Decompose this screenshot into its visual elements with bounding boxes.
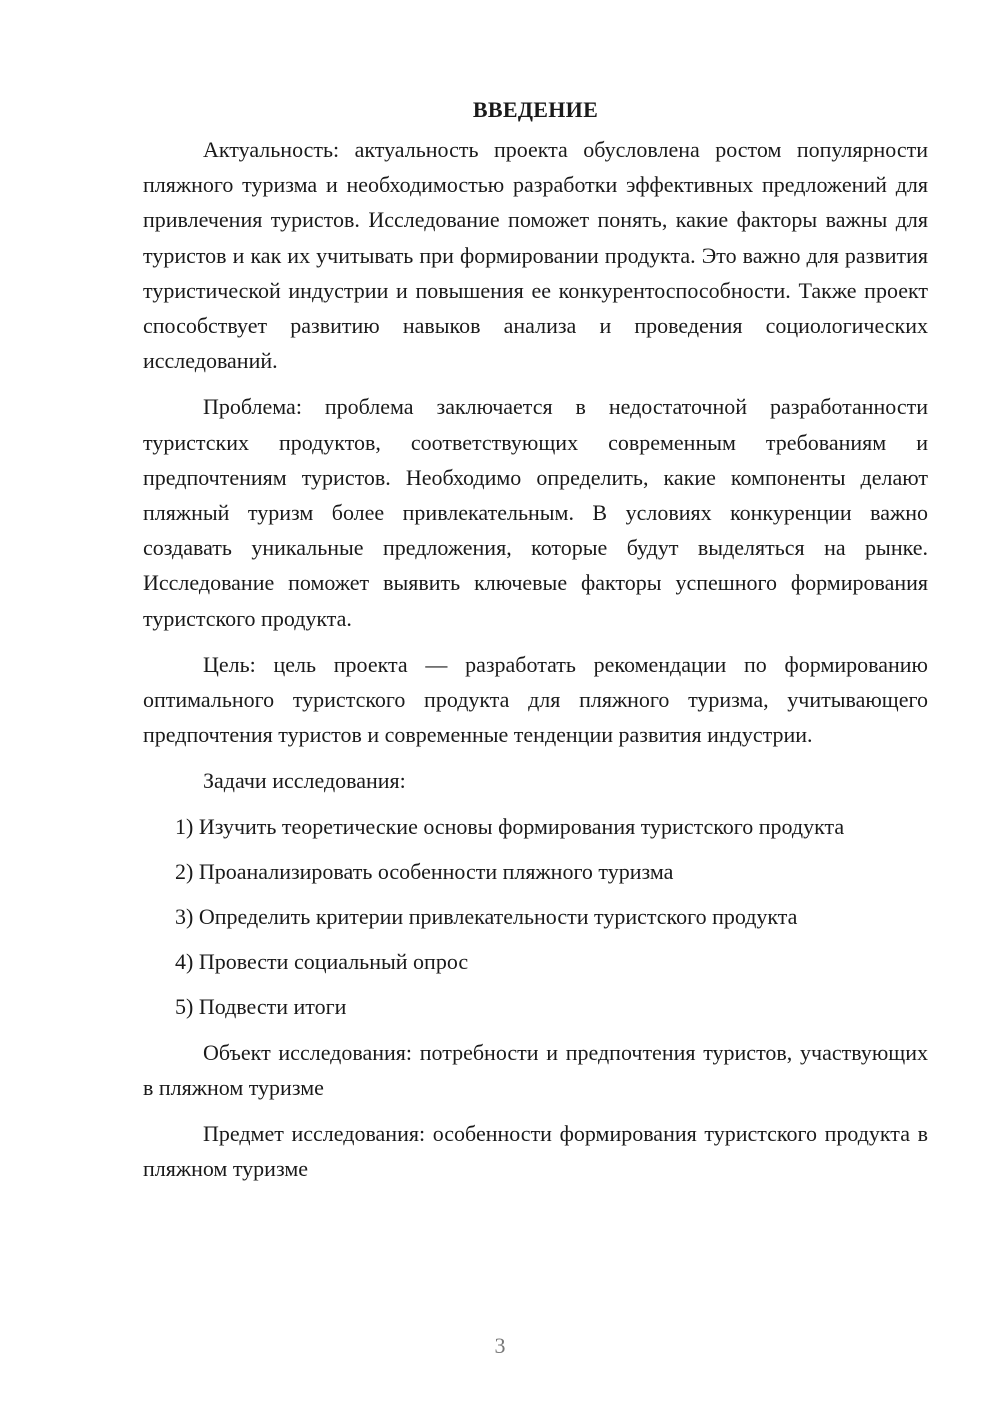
- subject-paragraph: Предмет исследования: особенности формирования туристского продукта в пляжном туризме: [143, 1121, 928, 1182]
- page-number: 3: [494, 1333, 506, 1358]
- tasks-heading: Задачи исследования:: [203, 768, 406, 794]
- list-item: 2) Проанализировать особенности пляжного туризма: [175, 858, 674, 884]
- problem-paragraph: Проблема: проблема заключается в недостаточной разработанности туристских продуктов, соответствующих современным требованиям и предпочтениям туристов. Необходимо определить, какие компоненты делают пляжный туризм более привлекательным. В условиях конкуренции важно создавать уникальные предложения, которые будут выделяться на рынке. Исследование поможет выявить ключевые факторы успешного формирования туристского продукта.: [143, 394, 928, 631]
- list-item: 3) Определить критерии привлекательности туристского продукта: [175, 904, 798, 930]
- object-paragraph: Объект исследования: потребности и предпочтения туристов, участвующих в пляжном туризме: [143, 1039, 928, 1100]
- page-content: [143, 94, 928, 1197]
- goal-paragraph: Цель: цель проекта — разработать рекомендации по формированию оптимального туристского продукта для пляжного туризма, учитывающего предпочтения туристов и современные тенденции развития индустрии.: [143, 651, 928, 748]
- tasks-list: [143, 809, 928, 1025]
- page-title: ВВЕДЕНИЕ: [472, 97, 599, 122]
- list-item: 5) Подвести итоги: [175, 994, 347, 1020]
- list-item: 4) Провести социальный опрос: [175, 949, 469, 975]
- list-item: 1) Изучить теоретические основы формирования туристского продукта: [175, 813, 845, 839]
- relevance-paragraph: Актуальность: актуальность проекта обусловлена ростом популярности пляжного туризма и необходимостью разработки эффективных предложений для привлечения туристов. Исследование поможет понять, какие факторы важны для туристов и как их учитывать при формировании продукта. Это важно для развития туристической индустрии и повышения ее конкурентоспособности. Также проект способствует развитию навыков анализа и проведения социологических исследований.: [143, 137, 928, 374]
